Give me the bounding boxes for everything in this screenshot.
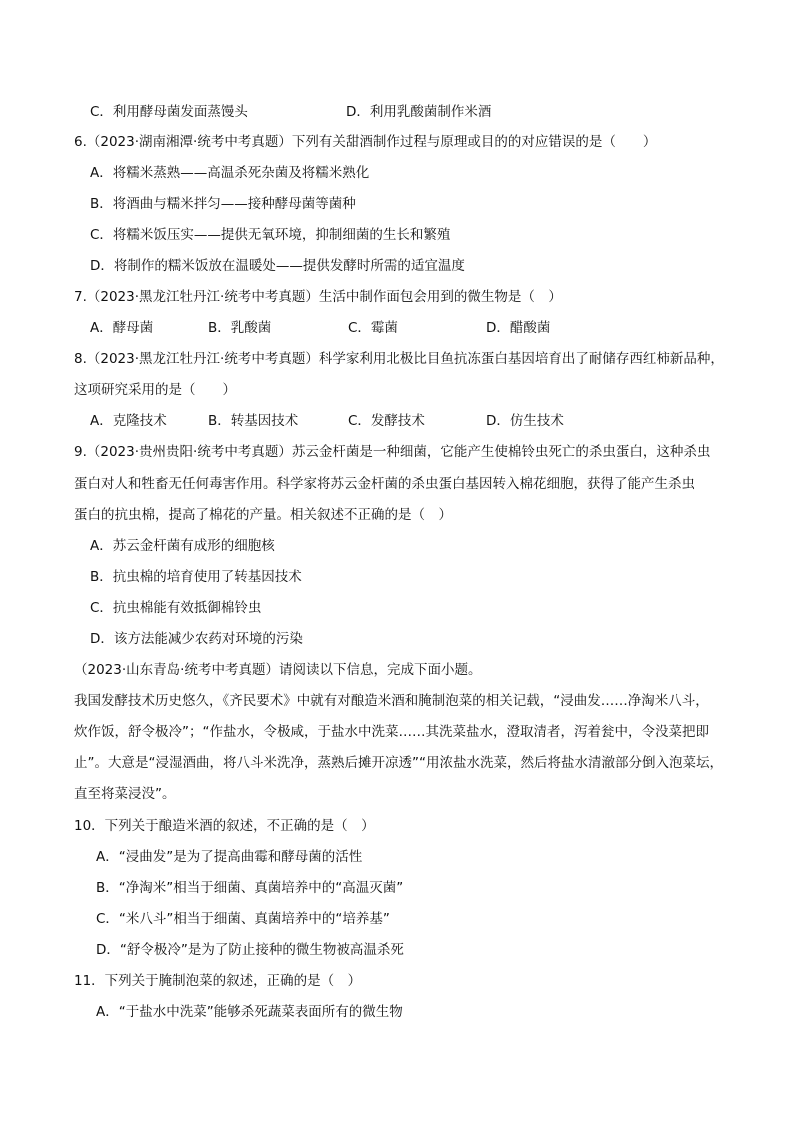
q9-stem-line-3: 蛋白的抗虫棉，提高了棉花的产量。相关叙述不正确的是（ ）	[74, 507, 452, 523]
q11-stem: 11．下列关于腌制泡菜的叙述，正确的是（ ）	[74, 973, 362, 989]
passage-intro: （2023·山东青岛·统考中考真题）请阅读以下信息，完成下面小题。	[74, 662, 482, 678]
q5-option-c: C．利用酵母菌发面蒸馒头	[90, 104, 248, 120]
q6-option-a: A．将糯米蒸熟——高温杀死杂菌及将糯米熟化	[90, 165, 370, 181]
q6-stem: 6.（2023·湖南湘潭·统考中考真题）下列有关甜酒制作过程与原理或目的的对应错误的是（ ）	[74, 134, 657, 150]
passage-line-2: 炊作饭，舒令极冷”；“作盐水，令极咸，于盐水中洗菜……其洗菜盐水，澄取清者，泻着瓮中，令没菜把即	[74, 724, 709, 740]
passage-line-3: 止”。大意是“浸湿酒曲，将八斗米洗净，蒸熟后摊开凉透”“用浓盐水洗菜，然后将盐水清澈部分倒入泡菜坛，	[74, 755, 723, 771]
q9-option-d: D．该方法能减少农药对环境的污染	[90, 631, 303, 647]
q7-option-c: C．霉菌	[348, 320, 398, 336]
q9-stem-line-2: 蛋白对人和牲畜无任何毒害作用。科学家将苏云金杆菌的杀虫蛋白基因转入棉花细胞，获得了能产生杀虫	[74, 476, 695, 492]
q10-option-d: D．“舒令极冷”是为了防止接种的微生物被高温杀死	[96, 942, 404, 958]
q8-options	[90, 411, 690, 431]
q5-option-d: D．利用乳酸菌制作米酒	[346, 104, 492, 120]
q8-option-c: C．发酵技术	[348, 413, 425, 429]
q7-option-b: B．乳酸菌	[208, 320, 272, 336]
q6-option-d: D．将制作的糯米饭放在温暖处——提供发酵时所需的适宜温度	[90, 258, 465, 274]
q9-stem-line-1: 9.（2023·贵州贵阳·统考中考真题）苏云金杆菌是一种细菌，它能产生使棉铃虫死亡的杀虫蛋白，这种杀虫	[74, 444, 711, 460]
passage-line-1: 我国发酵技术历史悠久，《齐民要术》中就有对酿造米酒和腌制泡菜的相关记载，“浸曲发……净淘米八斗，	[74, 693, 709, 709]
q6-option-c: C．将糯米饭压实——提供无氧环境，抑制细菌的生长和繁殖	[90, 227, 451, 243]
q7-options	[90, 318, 690, 338]
q8-option-a: A．克隆技术	[90, 413, 167, 429]
q8-stem-line-1: 8.（2023·黑龙江牡丹江·统考中考真题）科学家利用北极比目鱼抗冻蛋白基因培育出了耐储存西红柿新品种，	[74, 351, 724, 367]
q6-option-b: B．将酒曲与糯米拌匀——接种酵母菌等菌种	[90, 196, 356, 212]
q9-option-a: A．苏云金杆菌有成形的细胞核	[90, 538, 275, 554]
q10-stem: 10．下列关于酿造米酒的叙述，不正确的是（ ）	[74, 818, 375, 834]
q10-option-a: A．“浸曲发”是为了提高曲霉和酵母菌的活性	[96, 849, 363, 865]
q8-stem-line-2: 这项研究采用的是（ ）	[74, 382, 236, 398]
q5-options	[90, 102, 690, 122]
q8-option-b: B．转基因技术	[208, 413, 299, 429]
q7-option-d: D．醋酸菌	[486, 320, 551, 336]
q11-option-a: A．“于盐水中洗菜”能够杀死蔬菜表面所有的微生物	[96, 1004, 403, 1020]
q10-option-b: B．“净淘米”相当于细菌、真菌培养中的“高温灭菌”	[96, 880, 404, 896]
q9-option-b: B．抗虫棉的培育使用了转基因技术	[90, 569, 302, 585]
passage-line-4: 直至将菜浸没”。	[74, 786, 176, 802]
q8-option-d: D．仿生技术	[486, 413, 564, 429]
q9-option-c: C．抗虫棉能有效抵御棉铃虫	[90, 600, 262, 616]
q7-option-a: A．酵母菌	[90, 320, 154, 336]
q7-stem: 7.（2023·黑龙江牡丹江·统考中考真题）生活中制作面包会用到的微生物是（ ）	[74, 289, 562, 305]
q10-option-c: C．“米八斗”相当于细菌、真菌培养中的“培养基”	[96, 911, 390, 927]
